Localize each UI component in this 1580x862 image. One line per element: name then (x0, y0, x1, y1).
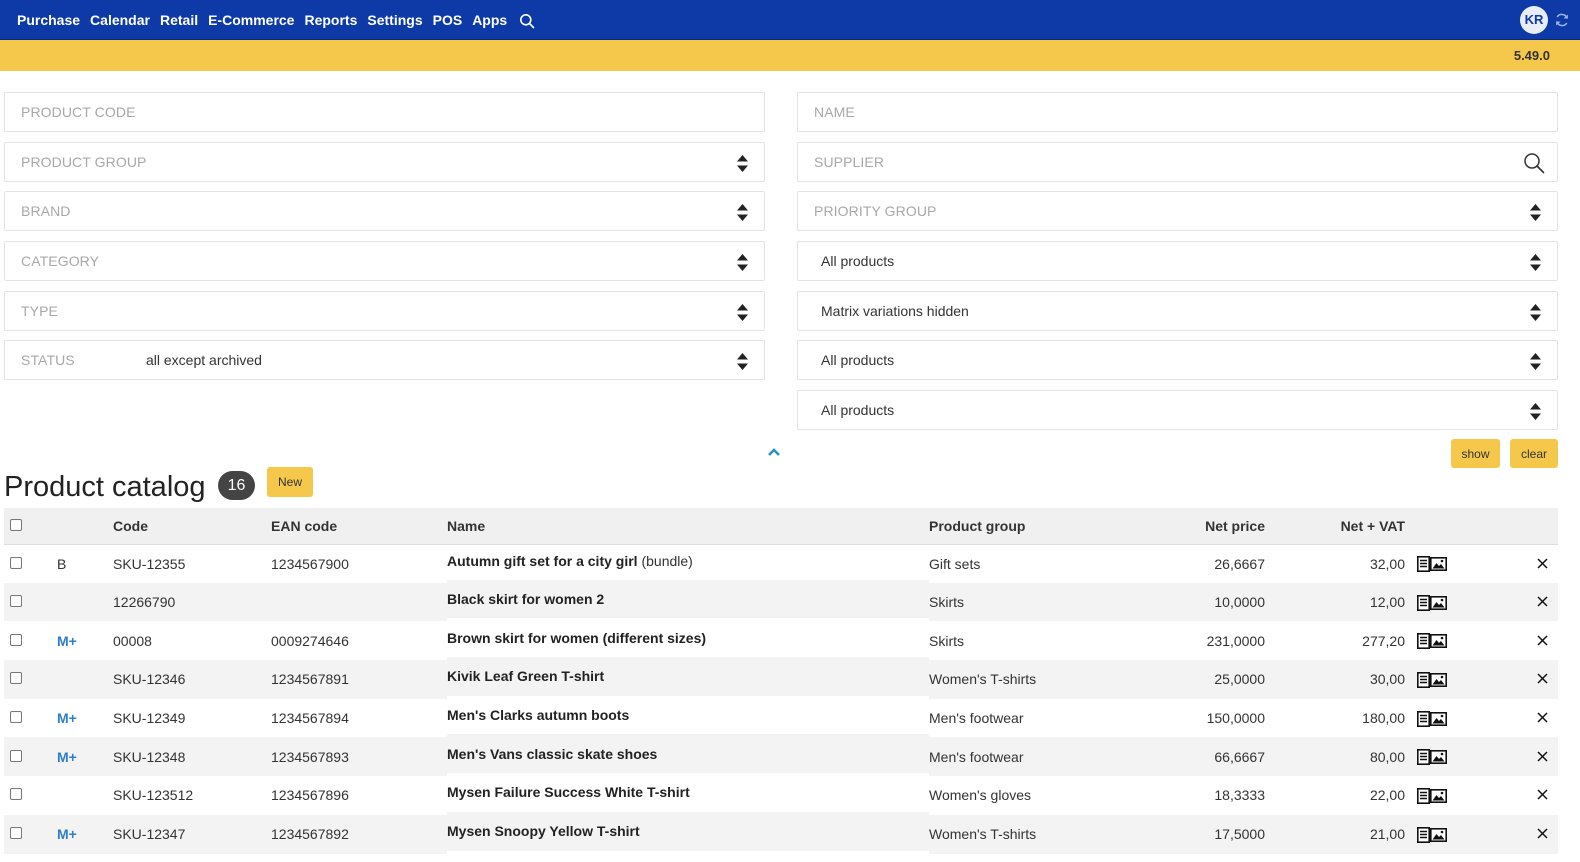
supplier-input[interactable] (797, 142, 1558, 182)
brand-select[interactable] (4, 191, 765, 231)
sort-arrows-icon (737, 304, 748, 321)
top-nav (0, 0, 1580, 40)
filter-panel (0, 71, 1580, 471)
product-table (4, 508, 1558, 854)
row-code: SKU-12349 (113, 710, 186, 727)
row-code: 12266790 (113, 594, 176, 611)
count-badge: 16 (218, 471, 255, 500)
row-net-price: 66,6667 (1214, 748, 1265, 765)
type-placeholder: TYPE (21, 303, 58, 319)
row-net-price: 150,0000 (1206, 710, 1265, 727)
sort-arrows-icon (737, 353, 748, 370)
table-row[interactable] (4, 544, 1558, 583)
status-label: STATUS (21, 352, 75, 368)
close-icon[interactable] (1537, 751, 1548, 762)
row-checkbox-cell (4, 660, 47, 699)
row-checkbox-cell (4, 776, 47, 815)
status-select[interactable] (4, 340, 765, 380)
row-name[interactable]: Autumn gift set for a city girl (447, 552, 638, 569)
row-flag: M+ (57, 710, 77, 727)
row-flag: M+ (57, 826, 77, 843)
nav-apps[interactable]: Apps (472, 11, 508, 28)
row-icons (1405, 699, 1505, 738)
row-name-tag: (bundle) (637, 552, 693, 569)
close-icon[interactable] (1537, 673, 1548, 684)
row-checkbox[interactable] (10, 557, 22, 569)
document-icon[interactable] (1417, 556, 1430, 572)
avatar[interactable]: KR (1520, 6, 1548, 34)
row-flag: M+ (57, 632, 77, 649)
row-name[interactable]: Men's Clarks autumn boots (447, 707, 630, 724)
row-checkbox[interactable] (10, 672, 22, 684)
image-icon[interactable] (1430, 596, 1447, 610)
name-input[interactable] (797, 92, 1558, 132)
nav-purchase[interactable]: Purchase (17, 11, 81, 28)
image-icon[interactable] (1430, 712, 1447, 726)
row-ean: 1234567891 (271, 671, 349, 688)
nav-retail[interactable]: Retail (159, 11, 199, 28)
image-icon[interactable] (1430, 789, 1447, 803)
code-header[interactable]: Code (113, 517, 148, 534)
row-checkbox-cell (4, 815, 47, 854)
document-icon[interactable] (1417, 788, 1430, 804)
row-ean: 1234567896 (271, 787, 349, 804)
row-ean: 1234567893 (271, 748, 349, 765)
new-button[interactable]: New (267, 467, 313, 497)
search-icon[interactable] (1523, 152, 1545, 174)
row-name-cell (447, 580, 929, 619)
row-group: Women's gloves (929, 787, 1032, 804)
priority-group-select[interactable] (797, 191, 1558, 231)
row-checkbox-cell (4, 737, 47, 776)
row-net-price: 17,5000 (1214, 826, 1265, 843)
main-menu (17, 12, 535, 28)
chevron-up-icon[interactable] (767, 447, 781, 457)
table-row[interactable] (4, 776, 1558, 815)
row-flag (47, 660, 113, 699)
sort-arrows-icon (737, 155, 748, 172)
row-ean (271, 583, 447, 622)
catalog-header (0, 471, 1580, 511)
table-header-row (4, 508, 1558, 544)
row-checkbox[interactable] (10, 595, 22, 607)
row-name[interactable]: Brown skirt for women (different sizes) (447, 629, 707, 646)
row-delete-cell (1505, 699, 1558, 738)
row-group: Skirts (929, 594, 964, 611)
select-all-cell (4, 508, 47, 544)
row-code: SKU-12355 (113, 555, 186, 572)
document-icon[interactable] (1417, 711, 1430, 727)
row-net-price: 25,0000 (1214, 671, 1265, 688)
close-icon[interactable] (1537, 828, 1548, 839)
row-name-cell (447, 812, 929, 851)
row-checkbox-cell (4, 544, 47, 583)
row-flag (47, 583, 113, 622)
row-flag: B (57, 555, 67, 572)
row-name-cell (447, 696, 929, 735)
image-icon[interactable] (1430, 557, 1447, 571)
sort-arrows-icon (1530, 304, 1541, 321)
ean-header[interactable]: EAN code (271, 517, 338, 534)
matrix-variations-value: Matrix variations hidden (821, 303, 969, 319)
row-net-vat: 180,00 (1362, 710, 1405, 727)
row-checkbox-cell (4, 621, 47, 660)
nav-ecommerce[interactable]: E-Commerce (208, 11, 295, 28)
row-checkbox[interactable] (10, 634, 22, 646)
close-icon[interactable] (1537, 558, 1548, 569)
sort-arrows-icon (1530, 403, 1541, 420)
row-name-cell (447, 734, 929, 773)
product-scope-select[interactable] (797, 241, 1558, 281)
image-icon[interactable] (1430, 828, 1447, 842)
table-row[interactable] (4, 699, 1558, 738)
search-icon[interactable] (519, 13, 535, 29)
table-row[interactable] (4, 815, 1558, 854)
row-name-cell (447, 657, 929, 696)
row-net-vat: 30,00 (1369, 671, 1405, 688)
row-delete-cell (1505, 776, 1558, 815)
close-icon[interactable] (1537, 712, 1548, 723)
delete-header (1505, 508, 1558, 544)
nav-calendar[interactable]: Calendar (90, 11, 150, 28)
row-delete-cell (1505, 737, 1558, 776)
row-name[interactable]: Men's Vans classic skate shoes (447, 745, 658, 762)
image-icon[interactable] (1430, 673, 1447, 687)
row-ean: 0009274646 (271, 632, 349, 649)
row-icons (1405, 737, 1505, 776)
nav-reports[interactable]: Reports (304, 11, 358, 28)
product-code-input[interactable] (4, 92, 765, 132)
show-button[interactable]: show (1451, 439, 1500, 468)
product-group-placeholder: PRODUCT GROUP (21, 154, 147, 170)
type-select[interactable] (4, 291, 765, 331)
net-price-header[interactable]: Net price (1205, 517, 1265, 534)
table-body (4, 544, 1558, 854)
name-header[interactable]: Name (447, 517, 486, 534)
document-icon[interactable] (1417, 749, 1430, 765)
row-name[interactable]: Kivik Leaf Green T-shirt (447, 668, 605, 685)
product-filter-select-2[interactable] (797, 340, 1558, 380)
row-icons (1405, 815, 1505, 854)
refresh-icon[interactable] (1554, 12, 1570, 28)
sort-arrows-icon (737, 204, 748, 221)
row-delete-cell (1505, 544, 1558, 583)
category-select[interactable] (4, 241, 765, 281)
row-icons (1405, 621, 1505, 660)
row-ean: 1234567894 (271, 710, 349, 727)
sort-arrows-icon (1530, 204, 1541, 221)
row-ean: 1234567900 (271, 555, 349, 572)
row-checkbox-cell (4, 583, 47, 622)
row-net-vat: 21,00 (1369, 826, 1405, 843)
row-group: Men's footwear (929, 710, 1024, 727)
document-icon[interactable] (1417, 633, 1430, 649)
sort-arrows-icon (737, 254, 748, 271)
row-checkbox[interactable] (10, 750, 22, 762)
icons-header (1405, 508, 1505, 544)
table-row[interactable] (4, 621, 1558, 660)
row-delete-cell (1505, 621, 1558, 660)
product-filter-value-2: All products (821, 352, 895, 368)
nav-right (1520, 6, 1570, 34)
matrix-variations-select[interactable] (797, 291, 1558, 331)
brand-placeholder: BRAND (21, 203, 71, 219)
row-icons (1405, 660, 1505, 699)
product-filter-select-3[interactable] (797, 390, 1558, 430)
document-icon[interactable] (1417, 672, 1430, 688)
row-code: SKU-12348 (113, 748, 186, 765)
row-checkbox[interactable] (10, 711, 22, 723)
row-code: 00008 (113, 632, 152, 649)
version-bar (0, 40, 1580, 71)
image-icon[interactable] (1430, 634, 1447, 648)
row-net-price: 18,3333 (1214, 787, 1265, 804)
row-net-vat: 32,00 (1369, 555, 1405, 572)
row-name-cell (447, 618, 929, 657)
net-vat-header[interactable]: Net + VAT (1340, 517, 1405, 534)
row-icons (1405, 776, 1505, 815)
status-value: all except archived (146, 352, 262, 368)
row-ean: 1234567892 (271, 826, 349, 843)
sort-arrows-icon (1530, 254, 1541, 271)
nav-pos[interactable]: POS (432, 11, 463, 28)
row-flag (47, 776, 113, 815)
sort-arrows-icon (1530, 353, 1541, 370)
row-name[interactable]: Mysen Snoopy Yellow T-shirt (447, 823, 640, 840)
row-group: Skirts (929, 632, 964, 649)
row-checkbox[interactable] (10, 788, 22, 800)
row-net-price: 231,0000 (1206, 632, 1265, 649)
flag-header (47, 508, 113, 544)
name-placeholder: NAME (814, 104, 855, 120)
table-row[interactable] (4, 583, 1558, 622)
clear-button[interactable]: clear (1510, 439, 1558, 468)
row-code: SKU-12347 (113, 826, 186, 843)
row-delete-cell (1505, 815, 1558, 854)
row-code: SKU-123512 (113, 787, 194, 804)
row-group: Gift sets (929, 555, 981, 572)
table-row[interactable] (4, 737, 1558, 776)
supplier-placeholder: SUPPLIER (814, 154, 885, 170)
row-code: SKU-12346 (113, 671, 186, 688)
close-icon[interactable] (1537, 789, 1548, 800)
group-header[interactable]: Product group (929, 517, 1026, 534)
row-net-price: 10,0000 (1214, 594, 1265, 611)
row-net-vat: 12,00 (1369, 594, 1405, 611)
row-icons (1405, 544, 1505, 583)
row-group: Women's T-shirts (929, 826, 1037, 843)
row-name[interactable]: Mysen Failure Success White T-shirt (447, 784, 690, 801)
row-delete-cell (1505, 583, 1558, 622)
priority-group-placeholder: PRIORITY GROUP (814, 203, 937, 219)
document-icon[interactable] (1417, 595, 1430, 611)
image-icon[interactable] (1430, 750, 1447, 764)
row-net-price: 26,6667 (1214, 555, 1265, 572)
row-icons (1405, 583, 1505, 622)
product-code-placeholder: PRODUCT CODE (21, 104, 136, 120)
row-name-cell (447, 773, 929, 812)
select-all-checkbox[interactable] (10, 519, 22, 531)
row-group: Men's footwear (929, 748, 1024, 765)
close-icon[interactable] (1537, 635, 1548, 646)
row-group: Women's T-shirts (929, 671, 1037, 688)
row-flag: M+ (57, 748, 77, 765)
document-icon[interactable] (1417, 827, 1430, 843)
row-name[interactable]: Black skirt for women 2 (447, 591, 605, 608)
product-filter-value-3: All products (821, 402, 895, 418)
row-name-cell (447, 541, 929, 580)
page-title: Product catalog (4, 471, 206, 503)
row-net-vat: 277,20 (1362, 632, 1405, 649)
category-placeholder: CATEGORY (21, 253, 100, 269)
version-label: 5.49.0 (1513, 48, 1550, 63)
table-row[interactable] (4, 660, 1558, 699)
row-checkbox-cell (4, 699, 47, 738)
nav-settings[interactable]: Settings (367, 11, 423, 28)
close-icon[interactable] (1537, 596, 1548, 607)
row-net-vat: 80,00 (1369, 748, 1405, 765)
row-net-vat: 22,00 (1369, 787, 1405, 804)
product-group-select[interactable] (4, 142, 765, 182)
row-delete-cell (1505, 660, 1558, 699)
row-checkbox[interactable] (10, 827, 22, 839)
product-scope-value: All products (821, 253, 895, 269)
